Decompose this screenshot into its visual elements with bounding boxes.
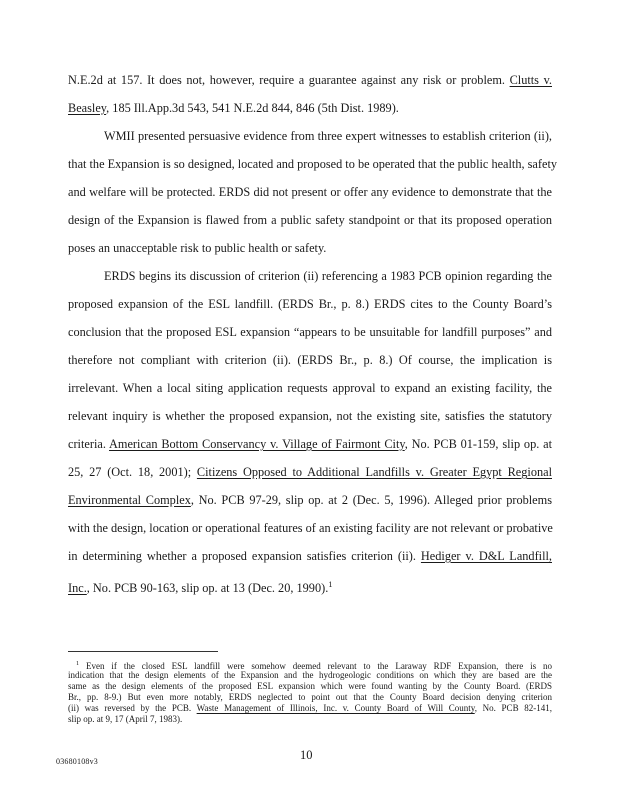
text-line — [68, 157, 558, 171]
text-span: , No. PCB 90-163, slip op. at 13 (Dec. 20, 1990). — [86, 581, 329, 596]
text-span: therefore not compliant with criterion (ii). (ERDS Br., p. 8.) Of course, the implication is — [68, 353, 552, 367]
text-line — [68, 241, 552, 255]
text-line — [68, 101, 552, 115]
case-citation: Clutts v. — [509, 73, 552, 87]
text-span: and welfare will be protected. ERDS did not present or offer any evidence to demonstrate that the — [68, 185, 552, 199]
text-span: relevant inquiry is whether the proposed expansion, not the existing site, satisfies the statutory — [68, 409, 552, 423]
footnote-line — [68, 670, 552, 680]
text-line — [68, 409, 552, 423]
text-line — [68, 549, 552, 563]
case-citation: American Bottom Conservancy v. Village of Fairmont City — [109, 437, 405, 451]
text-span: slip op. at 9, 17 (April 7, 1983). — [68, 714, 183, 724]
text-span: N.E.2d at 157. It does not, however, require a guarantee against any risk or problem. — [68, 73, 510, 87]
footnote-line — [68, 703, 552, 713]
text-line — [68, 521, 552, 535]
text-span: Even if the closed ESL landfill were somehow deemed relevant to the Laraway RDF Expansion, there is no — [79, 661, 552, 671]
text-line — [68, 325, 552, 339]
footnote-separator — [68, 651, 218, 652]
text-span: Br., pp. 8-9.) But even more notably, ERDS neglected to point out that the County Board decision denying criterion — [68, 692, 552, 702]
footnote-line — [68, 681, 552, 691]
text-line — [104, 269, 552, 283]
text-span: irrelevant. When a local siting application requests approval to expand an existing facility, the — [68, 381, 552, 395]
text-span: that the Expansion is so designed, located and proposed to be operated that the public health, safety — [68, 157, 558, 171]
text-span: WMII presented persuasive evidence from three expert witnesses to establish criterion (ii), — [104, 129, 552, 143]
text-span: with the design, location or operational features of an existing facility are not relevant or probative — [68, 521, 553, 535]
text-span: in determining whether a proposed expansion satisfies criterion (ii). — [68, 549, 421, 563]
text-span: same as the design elements of the proposed ESL expansion which were found wanting by the County Board. (ERDS — [68, 681, 552, 691]
text-span: , No. PCB 01-159, slip op. at — [404, 437, 552, 451]
text-line — [68, 213, 552, 227]
text-line — [68, 353, 552, 367]
text-span: , No. PCB 82-141, — [474, 703, 552, 713]
text-span: criteria. — [68, 437, 110, 451]
case-citation: Waste Management of Illinois, Inc. v. County Board of Will County — [196, 703, 475, 713]
text-span: design of the Expansion is flawed from a public safety standpoint or that its proposed operation — [68, 213, 552, 227]
text-line — [68, 465, 552, 479]
case-citation: Environmental Complex — [68, 493, 191, 507]
text-line — [68, 185, 552, 199]
text-line — [68, 577, 552, 595]
text-line — [68, 381, 552, 395]
text-span: ERDS begins its discussion of criterion (ii) referencing a 1983 PCB opinion regarding the — [104, 269, 552, 283]
case-citation: Hediger v. D&L Landfill, — [420, 549, 552, 563]
text-span: proposed expansion of the ESL landfill. (ERDS Br., p. 8.) ERDS cites to the County Board’s — [68, 297, 552, 311]
case-citation: Citizens Opposed to Additional Landfills v. Greater Egypt Regional — [196, 465, 552, 479]
footnote-line — [68, 714, 552, 724]
page-number: 10 — [300, 748, 313, 762]
text-line — [68, 437, 552, 451]
document-id: 03680108v3 — [56, 757, 98, 766]
footnote-marker: 1 — [328, 579, 333, 589]
text-line — [68, 493, 552, 507]
text-line — [104, 129, 552, 143]
case-citation: Beasley — [68, 101, 107, 115]
text-span: poses an unacceptable risk to public health or safety. — [68, 241, 327, 255]
footnote-line — [68, 692, 552, 702]
text-span: 25, 27 (Oct. 18, 2001); — [68, 465, 197, 479]
text-span: indication that the design elements of the Expansion and the hydrogeologic conditions on which they are based are the — [68, 670, 552, 680]
footnote-marker: 1 — [76, 660, 80, 667]
text-span: (ii) was reversed by the PCB. — [68, 703, 197, 713]
text-span: conclusion that the proposed ESL expansion “appears to be unsuitable for landfill purposes” and — [68, 325, 552, 339]
case-citation: Inc. — [68, 581, 87, 596]
text-span: , No. PCB 97-29, slip op. at 2 (Dec. 5, 1996). Alleged prior problems — [190, 493, 552, 507]
text-line — [68, 73, 552, 87]
text-span: , 185 Ill.App.3d 543, 541 N.E.2d 844, 846 (5th Dist. 1989). — [106, 101, 399, 115]
text-line — [68, 297, 552, 311]
